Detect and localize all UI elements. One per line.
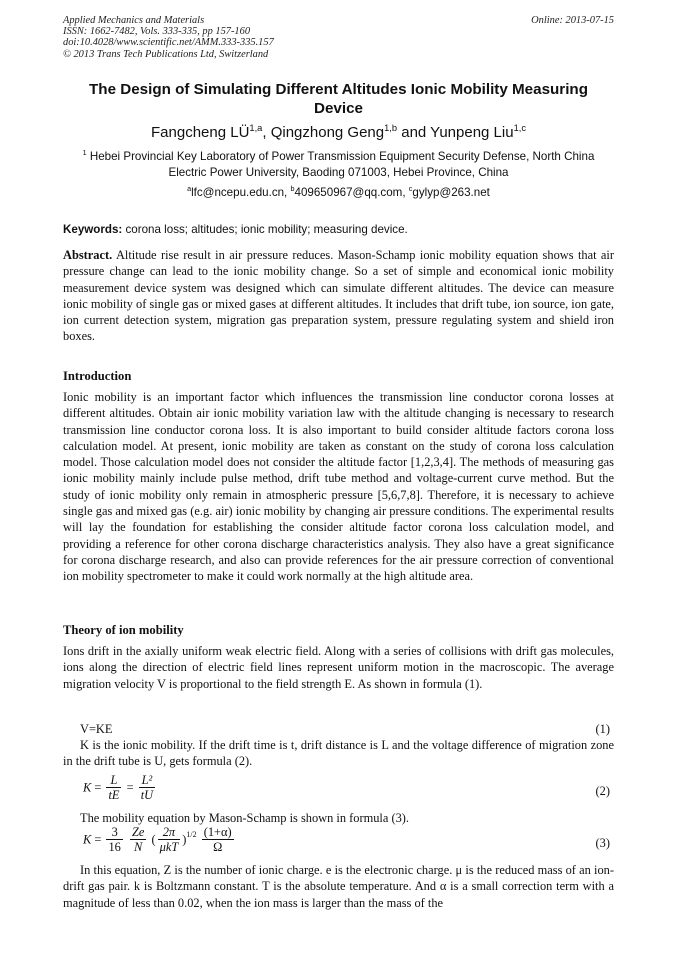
author-3: Yunpeng Liu bbox=[430, 124, 514, 141]
eq-symbol: K bbox=[83, 780, 92, 795]
author-2: Qingzhong Geng bbox=[270, 124, 385, 141]
affiliation bbox=[63, 149, 614, 181]
author-separator: and bbox=[397, 124, 431, 141]
email-b[interactable]: 409650967@qq.com, bbox=[294, 186, 409, 199]
keywords-label: Keywords: bbox=[63, 223, 123, 236]
eq-fraction: $\frac{3}{16}$ bbox=[108, 825, 121, 854]
email-marker: a bbox=[187, 184, 192, 194]
equation-2 bbox=[63, 773, 614, 809]
journal-name: Applied Mechanics and Materials bbox=[63, 15, 205, 26]
author-1: Fangcheng LÜ bbox=[151, 124, 250, 141]
eq-fraction: $\frac{(1+\alpha)}{\Omega}$ bbox=[203, 825, 232, 854]
eq-fraction: $\frac{\text{L²}}{tU}$ bbox=[140, 773, 154, 802]
section-heading-theory: Theory of ion mobility bbox=[63, 623, 184, 637]
introduction-paragraph: Ionic mobility is an important factor which influences the transmission line conductor corona losses at different altitudes. Obtain air ionic mobility variation law with the altitude changing is necessary to research transmission line conductor corona loss. It is also important to build consider altitude factors corona loss calculation model. At present, ionic mobility are taken as constant on the study of corona loss calculation model. Those calculation model does not consider the altitude factor [1,2,3,4]. The methods of measuring gas ionic mobility mainly include pulse method, drift tube method and voltage-current curve method. But the study of ionic mobility only remain in atmospheric pressure [5,6,7,8]. Therefore, it is necessary to achieve single gas and mixed gas (e.g. air) ionic mobility by changing air pressure conditions. The experimental results will lay the foundation for establishing the consider altitude factor corona loss calculation model, and providing a reference for other corona discharge characteristics analysis. They also have a great significance for corona discharge research, and also can provide references for the air pressure correction of conventional ion mobility spectrometer to make it could work normally at the high altitude area. bbox=[63, 390, 614, 584]
email-marker: c bbox=[408, 184, 413, 194]
issn-line: ISSN: 1662-7482, Vols. 333-335, pp 157-160 bbox=[63, 26, 251, 38]
equation-2-number: (2) bbox=[595, 784, 610, 798]
eq-symbol: K bbox=[83, 832, 92, 847]
author-2-affil: 1,b bbox=[384, 123, 398, 133]
theory-paragraph-1: Ions drift in the axially uniform weak electric field. Along with a series of collisions with drift gas molecules, ions along the direction of electric field lines represent uniform motion in the macroscopic. The average migration velocity V is proportional to the field strength E. As shown in formula (1). bbox=[63, 644, 614, 691]
author-list bbox=[63, 123, 614, 143]
author-1-affil: 1,a bbox=[249, 123, 263, 133]
eq-exponent: 1/2 bbox=[186, 830, 197, 840]
abstract-label: Abstract. bbox=[63, 248, 113, 262]
doi-line[interactable]: doi:10.4028/www.scientific.net/AMM.333-335.157 bbox=[63, 37, 274, 49]
theory-paragraph-4: In this equation, Z is the number of ionic charge. e is the electronic charge. μ is the reduced mass of an ion-drift gas pair. k is Boltzmann constant. T is the absolute temperature. And α is a small correction term with a magnitude of less than 0.02, when the ion mass is larger than the mass of the bbox=[63, 863, 614, 910]
keywords bbox=[63, 222, 614, 238]
equation-3 bbox=[63, 825, 614, 861]
copyright-line: © 2013 Trans Tech Publications Ltd, Switzerland bbox=[63, 48, 269, 60]
online-date: Online: 2013-07-15 bbox=[531, 15, 614, 26]
author-emails bbox=[63, 185, 614, 201]
affiliation-marker: 1 bbox=[82, 148, 87, 158]
email-a[interactable]: lfc@ncepu.edu.cn, bbox=[191, 186, 291, 199]
eq-fraction: $\frac{2\pi}{\text{μkT}}$ bbox=[159, 825, 179, 854]
email-c[interactable]: gylyp@263.net bbox=[412, 186, 490, 199]
equation-3-number: (3) bbox=[595, 836, 610, 850]
eq-fraction: $\frac{Ze}{N}$ bbox=[131, 825, 145, 854]
email-marker: b bbox=[290, 184, 295, 194]
theory-paragraph-2: K is the ionic mobility. If the drift time is t, drift distance is L and the voltage difference of migration zone in the drift tube is U, gets formula (2). bbox=[63, 738, 614, 769]
equation-1 bbox=[63, 721, 614, 737]
keywords-text: corona loss; altitudes; ionic mobility; measuring device. bbox=[122, 223, 408, 236]
equation-3-body: K = $\frac{3}{16}$ $\frac{Ze}{N}$ ( $\frac{2\pi}{\text{μkT}}$ )$^{1/2}$ $\frac{(1+\alpha)}{\Omega}$ bbox=[83, 825, 232, 854]
equation-2-body: K = $\frac{L}{tE}$ = $\frac{\text{L²}}{tU}$ bbox=[83, 773, 154, 802]
eq-fraction: $\frac{L}{tE}$ bbox=[108, 773, 120, 802]
author-separator: , bbox=[262, 124, 271, 141]
equation-1-number: (1) bbox=[595, 722, 610, 736]
section-heading-introduction: Introduction bbox=[63, 369, 132, 383]
paper-title: The Design of Simulating Different Altitudes Ionic Mobility Measuring Device bbox=[89, 81, 588, 117]
author-3-affil: 1,c bbox=[513, 123, 526, 133]
equation-1-body: V=KE bbox=[80, 722, 113, 736]
theory-paragraph-3: The mobility equation by Mason-Schamp is shown in formula (3). bbox=[80, 811, 409, 825]
affiliation-line-2: Electric Power University, Baoding 071003, Hebei Province, China bbox=[168, 166, 509, 179]
abstract bbox=[63, 247, 614, 345]
affiliation-line-1: Hebei Provincial Key Laboratory of Power Transmission Equipment Security Defense, North China bbox=[89, 150, 595, 163]
abstract-text: Altitude rise result in air pressure reduces. Mason-Schamp ionic mobility equation shows that air pressure change can lead to the ionic mobility change. So a set of simple and economical ionic mobility measurement device system was designed which can simulate different altitudes. The device can measure ionic mobility of single gas or mixed gases at different altitudes. It includes that drift tube, ion source, ion gate, ion current detection system, migration gas preparation system, pressure regulating system and shield iron boxes. bbox=[63, 248, 614, 344]
journal-header bbox=[63, 15, 614, 60]
